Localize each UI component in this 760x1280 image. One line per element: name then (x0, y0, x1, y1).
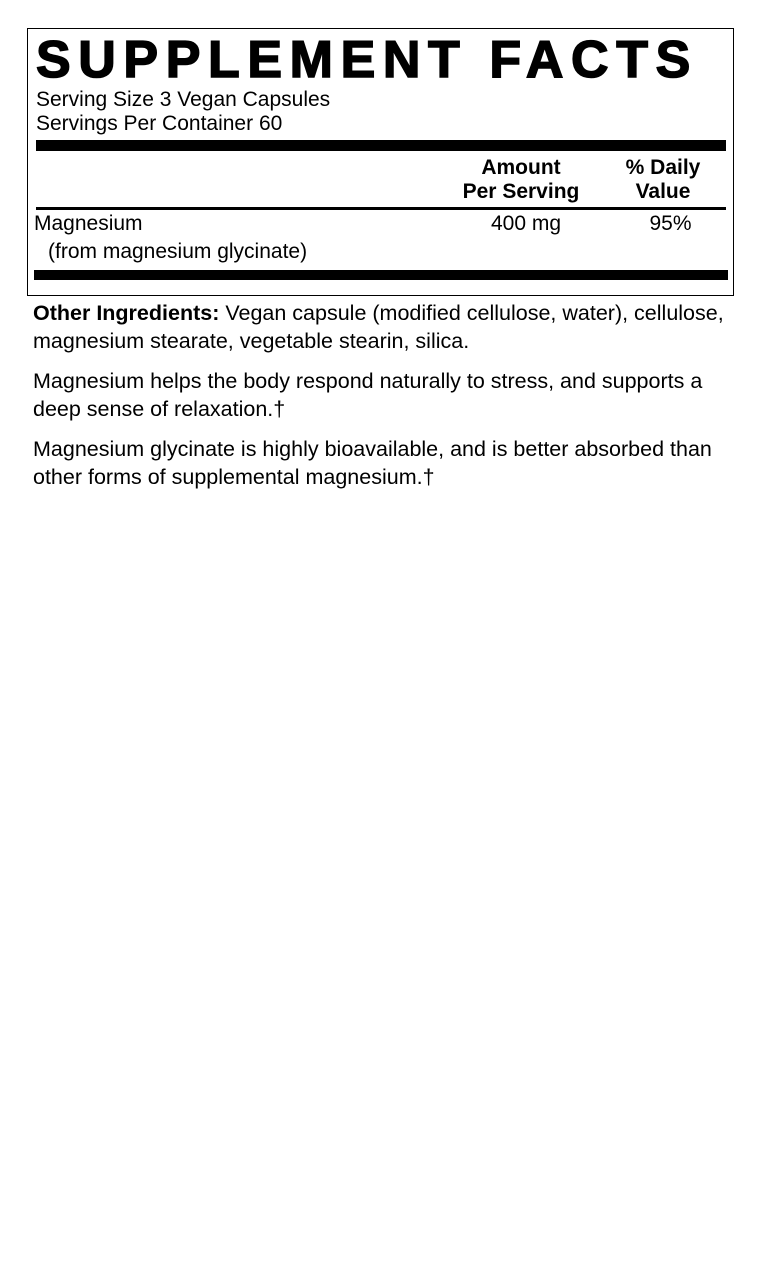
nutrient-name: Magnesium (34, 212, 143, 235)
other-ingredients-label: Other Ingredients: (33, 301, 220, 325)
serving-size: Serving Size 3 Vegan Capsules (36, 88, 331, 111)
panel-title: SUPPLEMENT FACTS (36, 31, 698, 89)
nutrient-dv: 95% (649, 212, 692, 235)
description-paragraph: Magnesium helps the body respond naturally to stress, and supports a deep sense of relaxation.† (33, 369, 703, 421)
thin-divider (36, 207, 726, 210)
bottom-thick-divider (34, 270, 728, 280)
nutrient-amount: 400 mg (490, 212, 562, 235)
dv-header-2: Value (635, 180, 691, 203)
other-ingredients (33, 299, 733, 355)
dv-header-1: % Daily (625, 156, 701, 179)
description-paragraph: Magnesium glycinate is highly bioavailable, and is better absorbed than other forms of supplemental magnesium.† (33, 437, 712, 489)
amount-header-1: Amount (481, 156, 561, 179)
nutrient-source: (from magnesium glycinate) (48, 240, 308, 263)
amount-header-2: Per Serving (462, 180, 580, 203)
thick-divider (36, 140, 726, 151)
servings-per-container: Servings Per Container 60 (36, 112, 283, 135)
label-text-section (33, 299, 733, 503)
other-ingredients-text: Vegan capsule (modified cellulose, water), cellulose, magnesium stearate, vegetable stearin, silica. (33, 301, 724, 353)
supplement-facts-panel (27, 28, 734, 296)
